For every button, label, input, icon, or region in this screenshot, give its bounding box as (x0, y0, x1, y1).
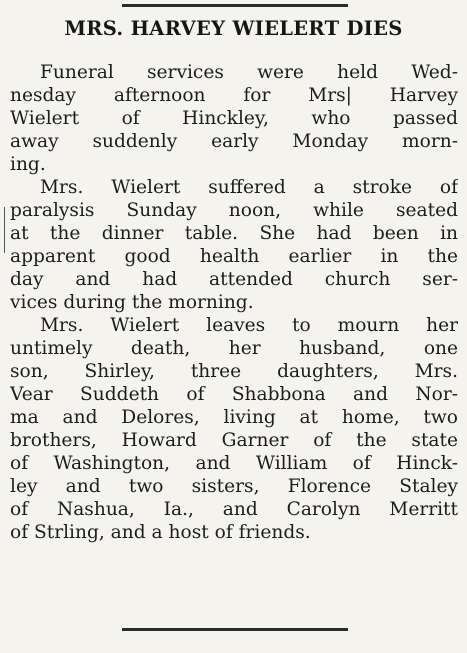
bottom-rule (122, 628, 348, 631)
article-line: day and had attended church ser- (10, 269, 458, 290)
article-line: paralysis Sunday noon, while seated (10, 200, 458, 221)
margin-mark (4, 207, 5, 253)
article-line: vices during the morning. (10, 292, 254, 313)
article-line: away suddenly early Monday morn- (10, 131, 458, 152)
article-line: ley and two sisters, Florence Staley (10, 476, 458, 497)
article-line: of Strling, and a host of friends. (10, 522, 311, 543)
article-line: Mrs. Wielert leaves to mourn her (40, 315, 458, 336)
headline: MRS. HARVEY WIELERT DIES (64, 17, 403, 40)
article-line: nesday afternoon for Mrs| Harvey (10, 85, 458, 106)
article-line: brothers, Howard Garner of the state (10, 430, 458, 451)
article-line: Wielert of Hinckley, who passed (10, 108, 458, 129)
article-line: Vear Suddeth of Shabbona and Nor- (10, 384, 458, 405)
article-line: of Nashua, Ia., and Carolyn Merritt (10, 499, 458, 520)
article-line: apparent good health earlier in the (10, 246, 458, 267)
article-line: Funeral services were held Wed- (40, 62, 458, 83)
article-line: ing. (10, 154, 46, 175)
article-line: Mrs. Wielert suffered a stroke of (40, 177, 458, 198)
article-line: ma and Delores, living at home, two (10, 407, 458, 428)
article-line: untimely death, her husband, one (10, 338, 458, 359)
article-body (10, 61, 458, 544)
article-line: at the dinner table. She had been in (10, 223, 458, 244)
article-line: son, Shirley, three daughters, Mrs. (10, 361, 458, 382)
article-line: of Washington, and William of Hinck- (10, 453, 458, 474)
top-rule (122, 4, 348, 7)
